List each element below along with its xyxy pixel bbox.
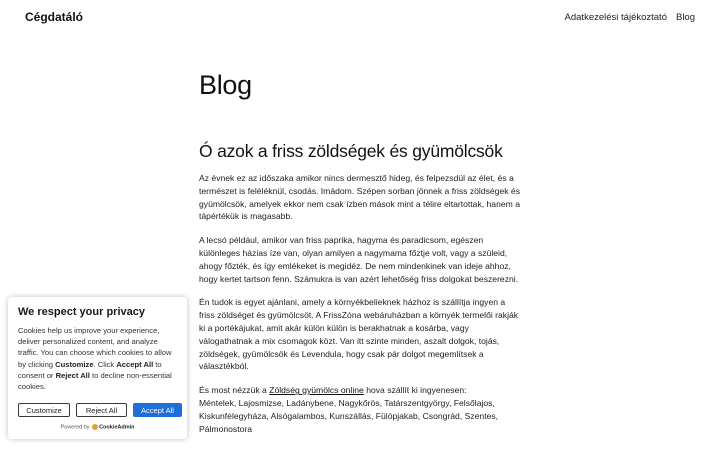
post-paragraph-2: A lecsó például, amikor van friss paprika, hagyma és paradicsom, egészen különleges házias íze van, olyan amilyen a nagymama főztje volt, vagy a szüleid, ahogy főzték, és így emlékeket is megidéz. De nem mindenkinek van ideje ahhoz, hogy kertet tartson fenn. Számukra is van azért lehetőség friss dolgokat beszerezni. bbox=[199, 235, 519, 284]
delivery-towns: Méntelek, Lajosmizse, Ladánybene, Nagykőrös, Tatárszentgyörgy, Felsőlajos, Kiskunfélegyháza, Alsógalambos, Kunszállás, Fülöpjakab, Csongrád, Szentes, Pálmonostora bbox=[199, 397, 499, 434]
cookie-text-accept: Accept All bbox=[116, 359, 154, 369]
cookie-buttons bbox=[18, 403, 182, 417]
cookie-text-part: . Click bbox=[93, 359, 117, 369]
post-paragraph-3: Én tudok is egyet ajánlani, amely a környékbelieknek házhoz is szállítja ingyen a friss zöldséget és gyümölcsöt. A FrissZóna webáruházban a környék termelői rakják ki a portékájukat, amit akár külön külön is berakhatnak a kosárba, vagy válogathatnak a mix csomagok közt. Van itt szinte minden, aszalt dolgok, tojás, zöldségek, gyümölcsök és Levendula, hogy csak pár dolgot megemlítsek a választékból. bbox=[199, 297, 519, 372]
cookie-text-part: Cookies help us improve your experience, deliver personalized content, and analyze traffic. You can choose which cookies to allow by clicking bbox=[18, 326, 172, 369]
cookie-icon bbox=[92, 424, 98, 430]
main-nav bbox=[565, 12, 695, 23]
post-paragraph-4 bbox=[199, 384, 521, 435]
powered-by bbox=[8, 424, 187, 430]
paragraph-prefix: És most nézzük a bbox=[199, 385, 270, 396]
cookie-text-reject: Reject All bbox=[55, 370, 90, 380]
reject-all-button[interactable]: Reject All bbox=[76, 403, 127, 417]
nav-item-blog[interactable]: Blog bbox=[675, 12, 695, 23]
post-paragraph-1: Az évnek ez az időszaka amikor nincs dermesztő hideg, és felpezsdül az élet, és a természet is feléléknül, csodás. Imádom. Szépen sorban jönnek a friss zöldségek és gyümölcsök, amelyek ekkor nem csak ízben mások mint a télire eltartottak, hanem a tápértékük is magasabb. bbox=[199, 173, 520, 222]
cookie-banner-text bbox=[18, 325, 177, 392]
paragraph-suffix: hova szállít ki ingyenesen: bbox=[363, 385, 467, 396]
accept-all-button[interactable]: Accept All bbox=[133, 403, 182, 417]
main-content bbox=[199, 70, 521, 435]
nav-item-privacy-policy[interactable]: Adatkezelési tájékoztató bbox=[564, 12, 667, 23]
page-title: Blog bbox=[199, 70, 252, 100]
vegetable-fruit-online-link[interactable]: Zöldség gyümölcs online bbox=[269, 385, 364, 396]
cookie-text-customize: Customize bbox=[55, 359, 94, 369]
site-header bbox=[0, 0, 720, 36]
cookie-banner-title: We respect your privacy bbox=[18, 306, 145, 318]
post-title[interactable]: Ó azok a friss zöldségek és gyümölcsök bbox=[199, 141, 503, 161]
cookieadmin-brand[interactable]: CookieAdmin bbox=[99, 424, 135, 431]
cookie-text-part: to consent or bbox=[18, 359, 162, 380]
cookie-text-part: to decline non-essential cookies. bbox=[18, 370, 172, 392]
cookie-consent-banner bbox=[8, 297, 187, 439]
customize-button[interactable]: Customize bbox=[18, 403, 70, 417]
site-title-link[interactable]: Cégdatáló bbox=[25, 10, 84, 24]
powered-by-label: Powered by bbox=[60, 424, 90, 431]
